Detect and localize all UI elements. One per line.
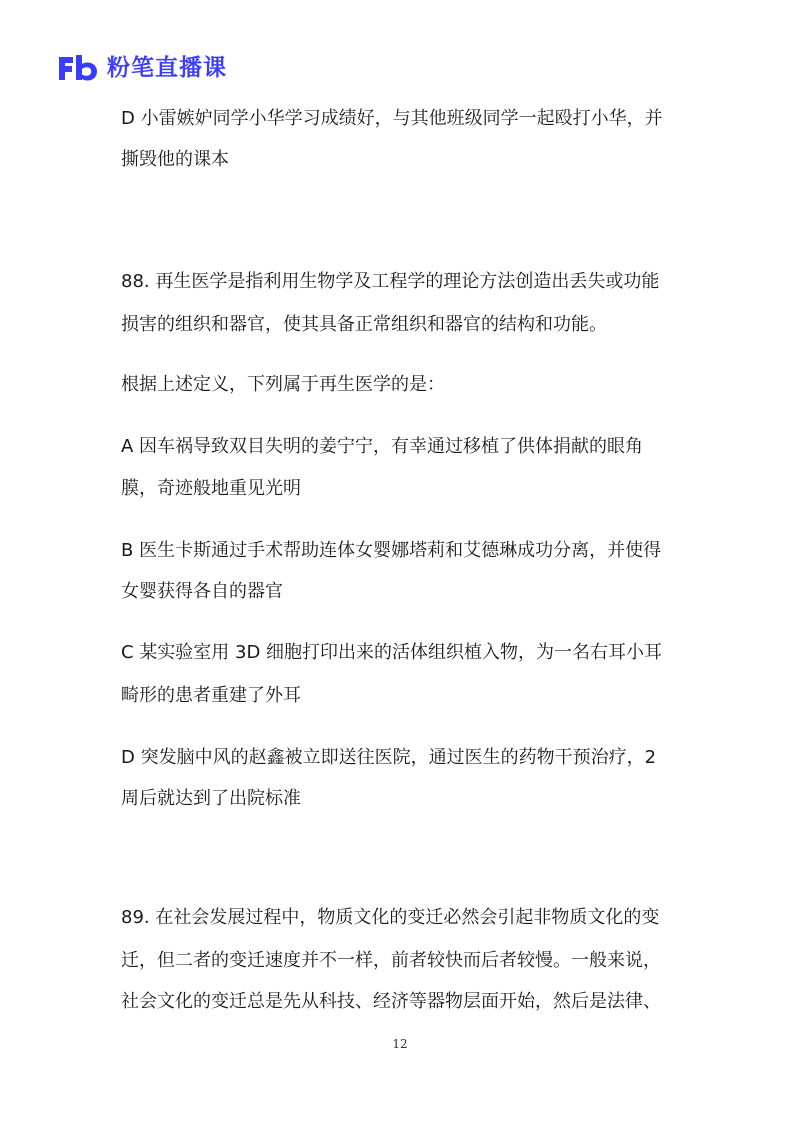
q88-stem-line1: 88. 再生医学是指利用生物学及工程学的理论方法创造出丢失或功能 bbox=[121, 271, 660, 292]
q88-stem-line2: 损害的组织和器官，使其具备正常组织和器官的结构和功能。 bbox=[121, 314, 607, 335]
q88-option-d-line2: 周后就达到了出院标准 bbox=[121, 788, 301, 809]
q88-option-b-line2: 女婴获得各自的器官 bbox=[121, 581, 283, 602]
q89-stem-line2: 迁，但二者的变迁速度并不一样，前者较快而后者较慢。一般来说， bbox=[121, 950, 661, 971]
fenbi-logo-icon bbox=[57, 53, 101, 83]
q88-option-c-line2: 畸形的患者重建了外耳 bbox=[121, 685, 301, 706]
prev-option-d-line2: 撕毁他的课本 bbox=[121, 149, 229, 170]
brand-header bbox=[57, 52, 227, 84]
q88-option-b-line1: B 医生卡斯通过手术帮助连体女婴娜塔莉和艾德琳成功分离，并使得 bbox=[121, 540, 662, 561]
q88-prompt: 根据上述定义，下列属于再生医学的是： bbox=[121, 374, 445, 395]
q89-stem-line3: 社会文化的变迁总是先从科技、经济等器物层面开始，然后是法律、 bbox=[121, 991, 661, 1012]
brand-name: 粉笔直播课 bbox=[107, 55, 227, 81]
q89-stem-line1: 89. 在社会发展过程中，物质文化的变迁必然会引起非物质文化的变 bbox=[121, 907, 660, 928]
q88-option-d-line1: D 突发脑中风的赵鑫被立即送往医院，通过医生的药物干预治疗，2 bbox=[121, 747, 657, 768]
q88-option-c-line1: C 某实验室用 3D 细胞打印出来的活体组织植入物，为一名右耳小耳 bbox=[121, 642, 663, 663]
prev-option-d-line1: D 小雷嫉妒同学小华学习成绩好，与其他班级同学一起殴打小华，并 bbox=[121, 108, 663, 129]
q88-option-a-line1: A 因车祸导致双目失明的姜宁宁，有幸通过移植了供体捐献的眼角 bbox=[121, 436, 644, 457]
q88-option-a-line2: 膜，奇迹般地重见光明 bbox=[121, 478, 301, 499]
page-number: 12 bbox=[392, 1037, 408, 1051]
